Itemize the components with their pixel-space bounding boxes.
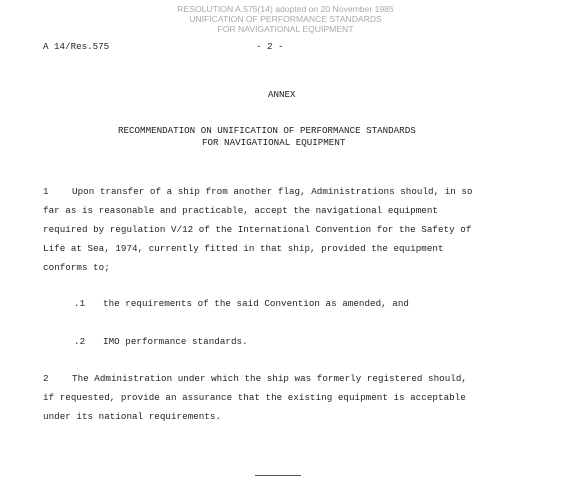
end-of-document-rule <box>255 475 301 476</box>
paragraph1-line4: Life at Sea, 1974, currently fitted in that ship, provided the equipment <box>43 243 444 254</box>
document-title-line1: RECOMMENDATION ON UNIFICATION OF PERFORMANCE STANDARDS <box>118 125 416 136</box>
item-2-text: IMO performance standards. <box>103 336 248 347</box>
item-1-text: the requirements of the said Convention as amended, and <box>103 298 409 309</box>
watermark-title-line1: UNIFICATION OF PERFORMANCE STANDARDS <box>189 14 382 24</box>
page-number: - 2 - <box>256 41 284 52</box>
paragraph1-line5: conforms to; <box>43 262 110 273</box>
paragraph2-line1: The Administration under which the ship was formerly registered should, <box>72 373 468 384</box>
annex-label: ANNEX <box>268 89 296 100</box>
paragraph1-number: 1 <box>43 186 49 197</box>
watermark-title-line2: FOR NAVIGATIONAL EQUIPMENT <box>217 24 354 34</box>
document-reference: A 14/Res.575 <box>43 41 110 52</box>
paragraph1-line3: required by regulation V/12 of the International Convention for the Safety of <box>43 224 472 235</box>
item-1-number: .1 <box>74 298 86 309</box>
paragraph1-line1: Upon transfer of a ship from another flag, Administrations should, in so <box>72 186 473 197</box>
paragraph2-line2: if requested, provide an assurance that the existing equipment is acceptable <box>43 392 466 403</box>
paragraph1-line2: far as is reasonable and practicable, accept the navigational equipment <box>43 205 439 216</box>
watermark-resolution-line: RESOLUTION A.575(14) adopted on 20 November 1985 <box>177 4 394 14</box>
item-2-number: .2 <box>74 336 86 347</box>
paragraph2-line3: under its national requirements. <box>43 411 222 422</box>
document-title-line2: FOR NAVIGATIONAL EQUIPMENT <box>202 137 346 148</box>
paragraph2-number: 2 <box>43 373 49 384</box>
